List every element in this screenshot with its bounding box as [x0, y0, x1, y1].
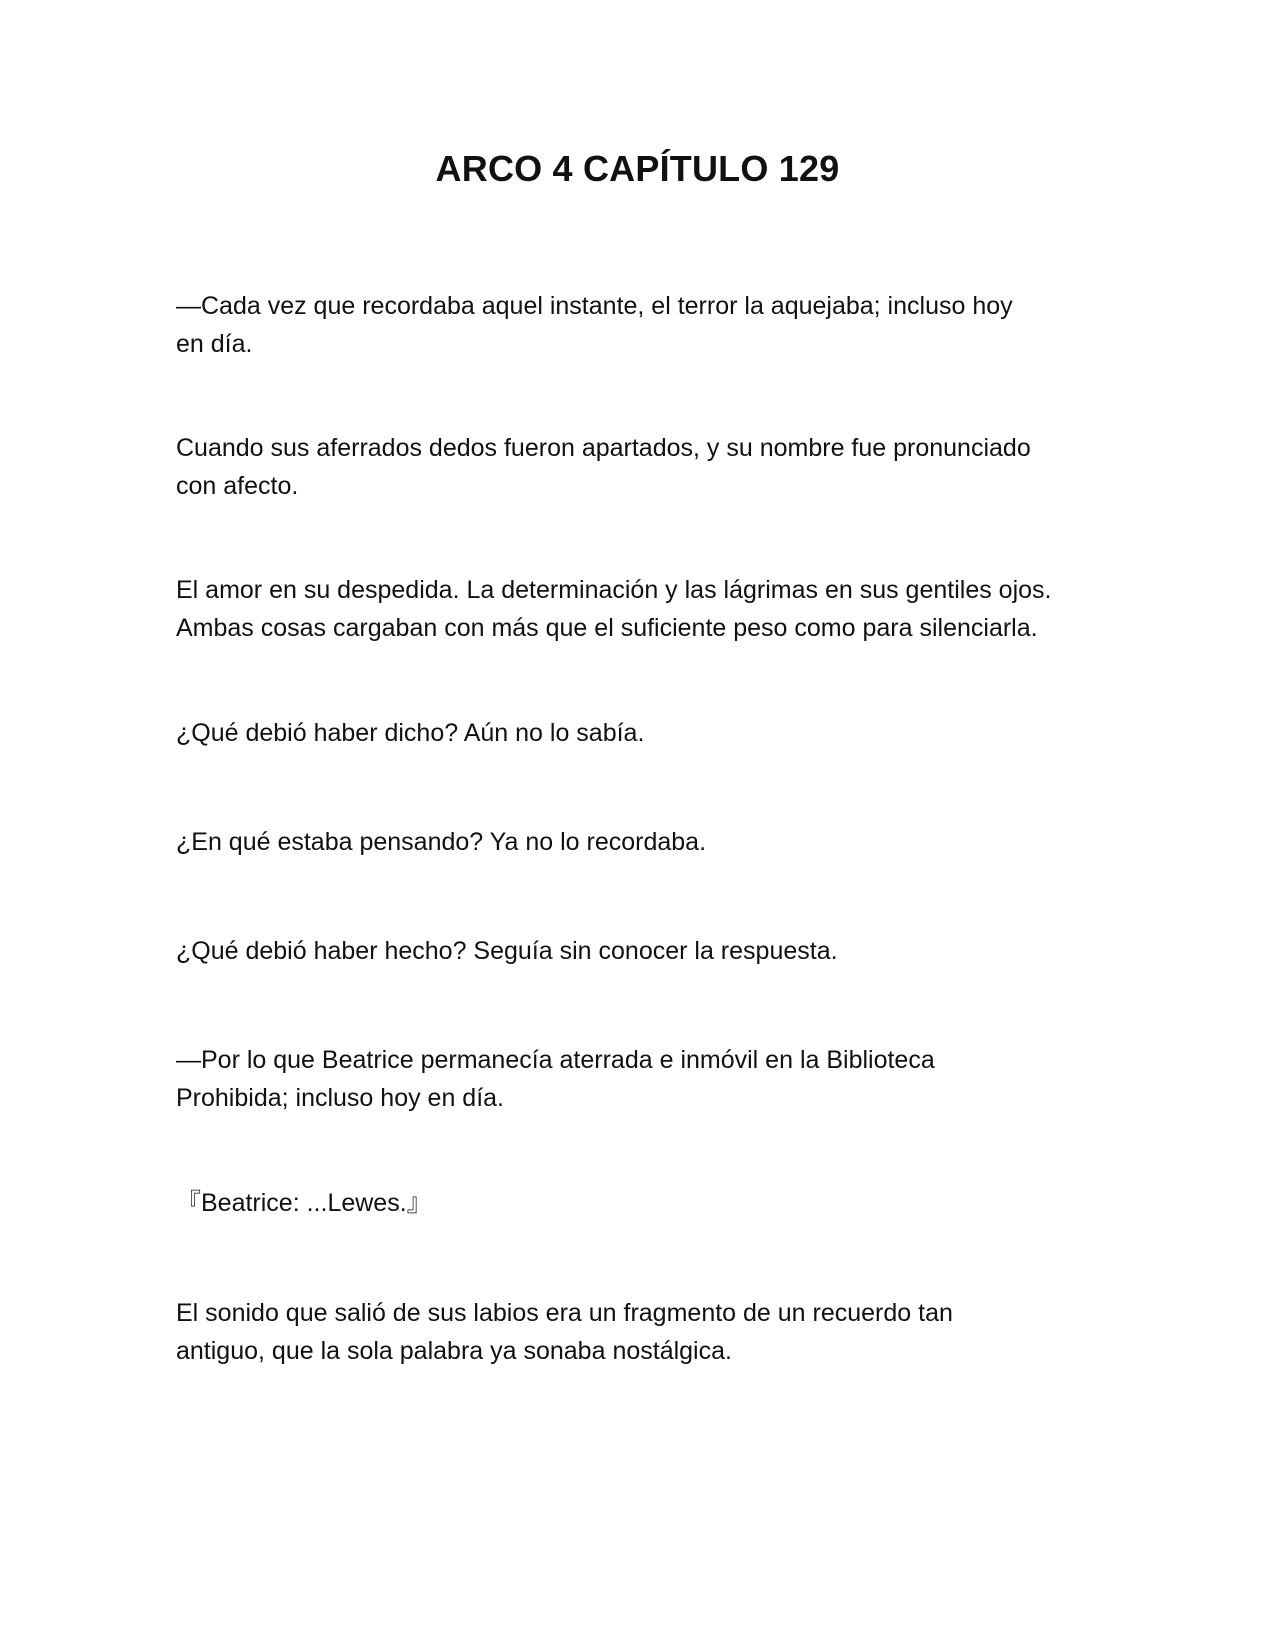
dialogue-line: 『Beatrice: ...Lewes.』	[176, 1189, 432, 1217]
paragraph-1: —Cada vez que recordaba aquel instante, el terror la aquejaba; incluso hoy en día.	[176, 292, 1013, 358]
paragraph-6: ¿Qué debió haber hecho? Seguía sin conocer la respuesta.	[176, 937, 838, 965]
paragraph-9: El sonido que salió de sus labios era un fragmento de un recuerdo tan antiguo, que la sola palabra ya sonaba nostálgica.	[176, 1299, 953, 1365]
paragraph-3: El amor en su despedida. La determinación y las lágrimas en sus gentiles ojos. Ambas cosas cargaban con más que el suficiente peso como para silenciarla.	[176, 576, 1052, 642]
chapter-title: ARCO 4 CAPÍTULO 129	[435, 148, 840, 189]
paragraph-4: ¿Qué debió haber dicho? Aún no lo sabía.	[176, 719, 645, 747]
paragraph-7: —Por lo que Beatrice permanecía aterrada e inmóvil en la Biblioteca Prohibida; incluso hoy en día.	[176, 1046, 935, 1112]
paragraph-2: Cuando sus aferrados dedos fueron apartados, y su nombre fue pronunciado con afecto.	[176, 434, 1031, 500]
paragraph-5: ¿En qué estaba pensando? Ya no lo recordaba.	[176, 828, 707, 856]
